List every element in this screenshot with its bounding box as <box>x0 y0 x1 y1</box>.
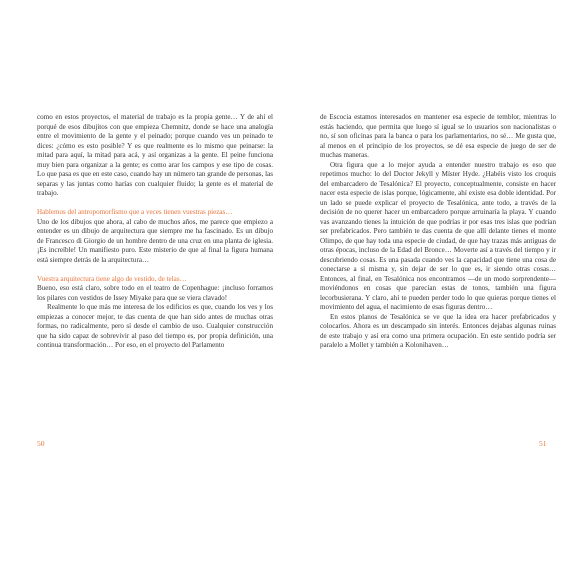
left-page-text <box>37 113 273 351</box>
answer-1: Uno de los dibujos que ahora, al cabo de muchos años, me parece que empiezo a entender es un dibujo de arquitectura que siempre me ha fascinado. Es un dibujo de Francesco di Giorgio de un hombre dentro de una cruz en una planta de iglesia. ¡Es increíble! Un manifiesto puro. Este misterio de que al final la figura humana está siempre detrás de la arquitectura… <box>37 217 273 264</box>
right-page-text <box>320 113 556 351</box>
page-number-left: 50 <box>37 439 45 448</box>
interview-question-2: Vuestra arquitectura tiene algo de vestido, de telas… <box>37 274 187 283</box>
right-paragraph-2: Otra figura que a lo mejor ayuda a entender nuestro trabajo es eso que repetimos mucho: lo del Doctor Jekyll y Míster Hyde. ¿Habéis visto los croquis del embarcadero de Tesalónica? El proyecto, conceptualmente, consiste en hacer nacer esta especie de islas porque, lógicamente, ahí existe esa doble identidad. Por un lado se puede explicar el proyecto de Tesalónica, ante todo, a través de la decisión de no querer hacer un embarcadero porque arruinaría la playa. Y cuando vas avanzando tienes la intuición de que podrías ir por esas tres islas que podrían ser prefabricados. Pero también te das cuenta de que allí delante tienes el monte Olimpo, de que hay toda una especie de ciudad, de que hay trazas más antiguas de otras épocas, incluso de la Edad del Bronce… Moverte así a través del tiempo y ir descubriendo cosas. Es una pasada cuando ves la capacidad que tiene una cosa de conectarse a sí misma y, sin dejar de ser lo que es, ir siendo otras cosas… Entonces, al final, en Tesalónica nos encontramos —de un modo sorprendente— moviéndonos en cosas que parecían estas de tonos, también una figura lecorbusierana. Y claro, ahí te pueden perder todo lo que quieras porque tienes el movimiento del agua, el nacimiento de esas figuras dentro… <box>320 160 556 311</box>
answer-2b: Realmente lo que más me interesa de los edificios es que, cuando los ves y los empiezas a conocer mejor, te das cuenta de que han sido antes de muchas otras formas, no radicalmente, pero sí desde el cambio de uso. Cualquier construcción que ha sido capaz de sobrevivir al paso del tiempo es, por propia definición, una continua transformación… Por eso, en el proyecto del Parlamento <box>37 303 273 349</box>
interview-question-1: Hablemos del antropomorfismo que a veces tienen vuestras piezas… <box>37 208 233 216</box>
answer-2a: Bueno, eso está claro, sobre todo en el teatro de Copenhague: ¡incluso forramos los pilares con vestidos de Issey Miyake para que se viera clavado! <box>37 284 273 302</box>
right-paragraph-3: En estos planos de Tesalónica se ve que la idea era hacer prefabricados y colocarlos. Ahora es un descampado sin interés. Entonces dejabas algunas ruinas de este trabajo y así era como una primera ocupación. En este sentido podría ser paralelo a Mollet y también a Kolonihaven… <box>320 312 556 349</box>
left-paragraph-1: como en estos proyectos, el material de trabajo es la propia gente… Y de ahí el porqué de esos dibujitos con que empieza Chemnitz, donde se hace una analogía entre el movimiento de la gente y el peinado; porque cuando ves un peinado te dices: ¿cómo es esto posible? Y es que realmente es lo mismo que peinarse: la mitad para aquí, la mitad para acá, y así organizas a la gente. El peine funciona muy bien para organizar a la gente; es como arar los campos y ese tipo de cosas. Lo que pasa es que en este caso, cuando hay un número tan grande de personas, las separas y las juntas como harías con cualquier fluido; la gente es el material de trabajo. <box>37 113 273 197</box>
page-number-right: 51 <box>539 439 547 448</box>
right-paragraph-1: de Escocia estamos interesados en mantener esa especie de temblor, mientras lo estás haciendo, que permita que luego sí igual se lo usuarios son nacionalistas o no, sí son oficinas para la banca o para los parlamentarios, no sé… Me gusta que, al menos en el principio de los proyectos, se dé esa especie de juego de ser de muchas maneras. <box>320 113 556 159</box>
